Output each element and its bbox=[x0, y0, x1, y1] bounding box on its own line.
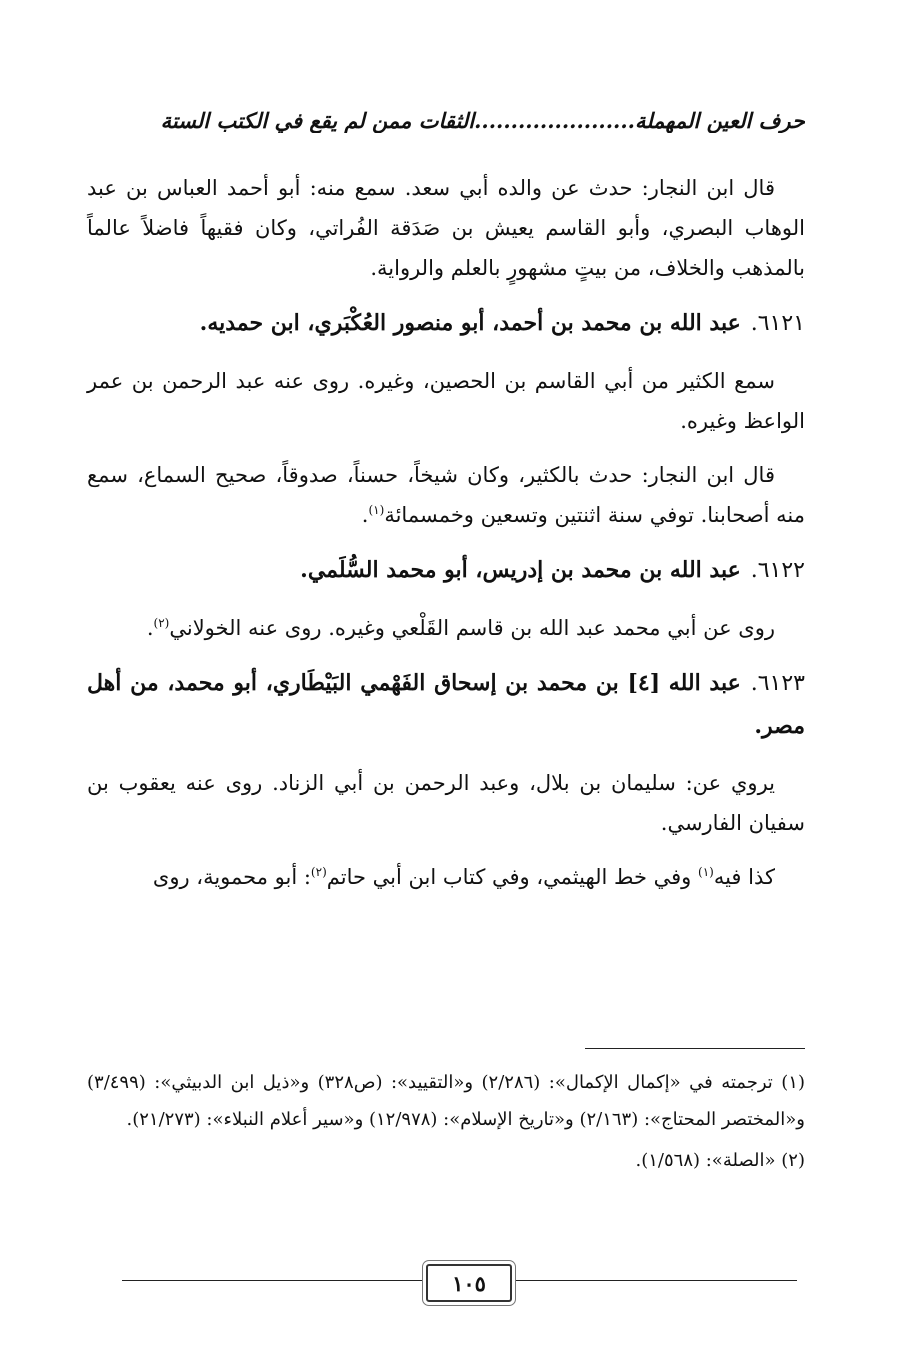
entry-6122 bbox=[87, 549, 805, 592]
footnote-separator bbox=[585, 1048, 805, 1049]
paragraph-kadha bbox=[87, 857, 805, 897]
page-number-text: ١٠٥ bbox=[452, 1270, 486, 1296]
entry-number: ٦١٢٢. bbox=[750, 558, 805, 583]
entry-number: ٦١٢٣. bbox=[750, 671, 805, 696]
footnote-2: (٢) «الصلة»: (١/٥٦٨). bbox=[635, 1150, 805, 1171]
entry-number: ٦١٢١. bbox=[750, 311, 805, 336]
entry-6121 bbox=[87, 302, 805, 345]
paragraph-text: كذا فيه bbox=[713, 865, 775, 889]
paragraph-rawa: روى عن أبي محمد عبد الله بن قاسم القَلْعي وغيره. روى عنه الخولاني$^{(٢)}$. bbox=[146, 616, 775, 640]
footnote-mark: (٢) bbox=[310, 865, 327, 879]
entry-name: عبد الله [٤] بن محمد بن إسحاق الفَهْمي البَيْطَاري، أبو محمد، من أهل مصر. bbox=[87, 670, 805, 739]
footnote-1: (١) ترجمته في «إكمال الإكمال»: (٢/٢٨٦) و«التقييد»: (ص٣٢٨) و«ذيل ابن الدبيثي»: (٣/٤٩٩) و«المختصر المحتاج»: (٢/١٦٣) و«تاريخ الإسلام»: (١٢/٩٧٨) و«سير أعلام النبلاء»: (٢١/٢٧٣). bbox=[87, 1072, 805, 1130]
running-header bbox=[87, 108, 805, 133]
footnote-mark: (٢) bbox=[153, 616, 170, 630]
footnotes bbox=[87, 1064, 805, 1183]
entry-6123 bbox=[87, 662, 805, 747]
footnote-mark: (١) bbox=[368, 503, 385, 517]
header-book-title: الثقات ممن لم يقع في الكتب الستة bbox=[160, 108, 475, 133]
paragraph-text: قال ابن النجار: حدث بالكثير، وكان شيخاً، حسناً، صدوقاً، صحيح السماع، سمع منه أصحابنا. توفي سنة اثنتين وتسعين وخمسمائة bbox=[87, 463, 805, 527]
paragraph-yarwi: يروي عن: سليمان بن بلال، وعبد الرحمن بن أبي الزناد. روى عنه يعقوب بن سفيان الفارسي. bbox=[87, 771, 805, 835]
page-number bbox=[426, 1264, 512, 1302]
paragraph-ibn-najjar-1: قال ابن النجار: حدث عن والده أبي سعد. سمع منه: أبو أحمد العباس بن عبد الوهاب البصري، وأبو القاسم يعيش بن صَدَقة الفُراتي، وكان فقيهاً فاضلاً عالماً بالمذهب والخلاف، من بيتٍ مشهورٍ بالعلم والرواية. bbox=[87, 176, 805, 280]
paragraph-text: روى عن أبي محمد عبد الله بن قاسم القَلْعي وغيره. روى عنه الخولاني bbox=[169, 616, 775, 640]
footnote-mark: (١) bbox=[698, 865, 714, 879]
entry-name: عبد الله بن محمد بن أحمد، أبو منصور العُكْبَري، ابن حمديه. bbox=[199, 310, 741, 336]
header-section-title: حرف العين المهملة bbox=[634, 108, 805, 133]
paragraph-text: وفي خط الهيثمي، وفي كتاب ابن أبي حاتم bbox=[326, 865, 698, 889]
header-dots: ...................... bbox=[474, 108, 635, 133]
paragraph-text: : أبو محموية، روى bbox=[152, 865, 311, 889]
paragraph-sama: سمع الكثير من أبي القاسم بن الحصين، وغيره. روى عنه عبد الرحمن بن عمر الواعظ وغيره. bbox=[87, 369, 805, 433]
body-text bbox=[87, 168, 805, 911]
paragraph-ibn-najjar-2: قال ابن النجار: حدث بالكثير، وكان شيخاً، حسناً، صدوقاً، صحيح السماع، سمع منه أصحابنا. توفي سنة اثنتين وتسعين وخمسمائة$^{(١)}$. bbox=[87, 463, 805, 527]
entry-name: عبد الله بن محمد بن إدريس، أبو محمد السُّلَمي. bbox=[300, 557, 741, 583]
